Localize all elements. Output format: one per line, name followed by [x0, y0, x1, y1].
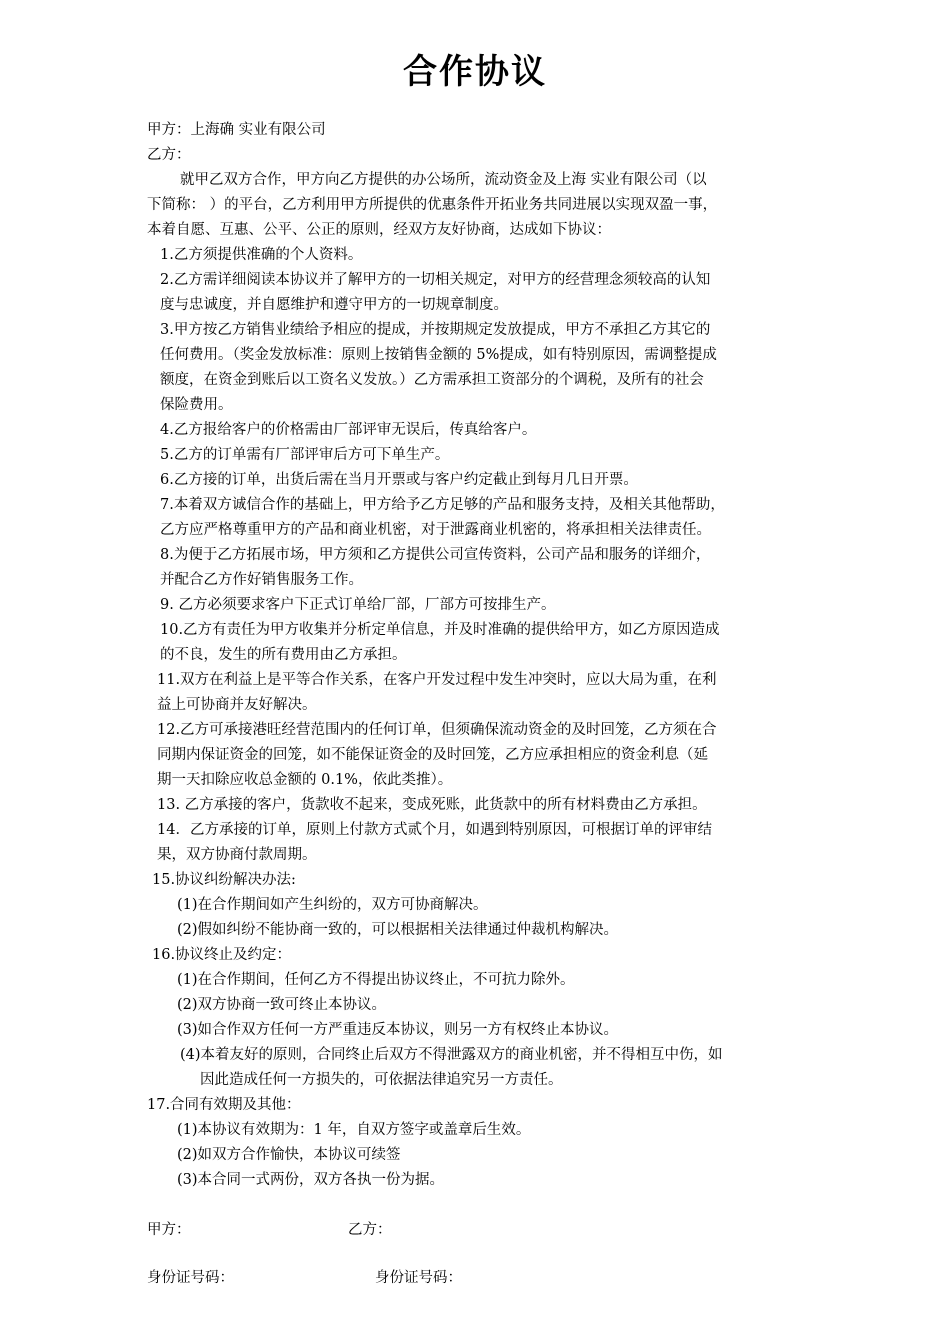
clause-line: (2)双方协商一致可终止本协议。	[177, 997, 387, 1013]
signature-party-b: 乙方：	[348, 1222, 392, 1238]
clause-line: 11.双方在利益上是平等合作关系，在客户开发过程中发生冲突时，应以大局为重，在利	[157, 672, 717, 688]
party-a-line: 甲方：上海确 实业有限公司	[147, 122, 326, 138]
clause-line: 同期内保证资金的回笼，如不能保证资金的及时回笼，乙方应承担相应的资金利息（延	[157, 747, 708, 763]
id-number-a: 身份证号码：	[147, 1270, 234, 1286]
intro-line: 本着自愿、互惠、公平、公正的原则，经双方友好协商，达成如下协议：	[147, 222, 611, 238]
clause-line: (1)在合作期间，任何乙方不得提出协议终止，不可抗力除外。	[177, 972, 575, 988]
intro-line: 就甲乙双方合作，甲方向乙方提供的办公场所，流动资金及上海 实业有限公司（以	[180, 172, 707, 188]
clause-line: 任何费用。（奖金发放标准：原则上按销售金额的 5%提成，如有特别原因，需调整提成	[160, 347, 717, 363]
clause-line: (4)本着友好的原则，合同终止后双方不得泄露双方的商业机密，并不得相互中伤，如	[180, 1047, 723, 1063]
clause-line: 16.协议终止及约定：	[152, 947, 292, 963]
clause-line: 益上可协商并友好解决。	[157, 697, 317, 713]
clause-line: 9. 乙方必须要求客户下正式订单给厂部，厂部方可按排生产。	[160, 597, 556, 613]
clause-line: 4.乙方报给客户的价格需由厂部评审无误后，传真给客户。	[160, 422, 537, 438]
clause-line: 的不良，发生的所有费用由乙方承担。	[160, 647, 407, 663]
clause-line: 保险费用。	[160, 397, 233, 413]
clause-line: 10.乙方有责任为甲方收集并分析定单信息，并及时准确的提供给甲方，如乙方原因造成	[160, 622, 720, 638]
clause-line: 12.乙方可承接港旺经营范围内的任何订单，但须确保流动资金的及时回笼，乙方须在合	[157, 722, 717, 738]
clause-line: 8.为便于乙方拓展市场，甲方须和乙方提供公司宣传资料，公司产品和服务的详细介，	[160, 547, 711, 563]
clause-line: 因此造成任何一方损失的，可依据法律追究另一方责任。	[200, 1072, 563, 1088]
clause-line: 7.本着双方诚信合作的基础上，甲方给予乙方足够的产品和服务支持，及相关其他帮助，	[160, 497, 725, 513]
clause-line: 期一天扣除应收总金额的 0.1%，依此类推）。	[157, 772, 453, 788]
clause-line: 1.乙方须提供准确的个人资料。	[160, 247, 363, 263]
clause-line: 2.乙方需详细阅读本协议并了解甲方的一切相关规定，对甲方的经营理念须较高的认知	[160, 272, 711, 288]
clause-line: 5.乙方的订单需有厂部评审后方可下单生产。	[160, 447, 450, 463]
clause-line: 果，双方协商付款周期。	[157, 847, 317, 863]
clause-line: (3)如合作双方任何一方严重违反本协议，则另一方有权终止本协议。	[177, 1022, 619, 1038]
clause-line: 额度，在资金到账后以工资名义发放。）乙方需承担工资部分的个调税，及所有的社会	[160, 372, 704, 388]
clause-line: 6.乙方接的订单，出货后需在当月开票或与客户约定截止到每月几日开票。	[160, 472, 638, 488]
party-b-line: 乙方：	[147, 147, 191, 163]
intro-line: 下简称： ）的平台，乙方利用甲方所提供的优惠条件开拓业务共同进展以实现双盈一事，	[147, 197, 718, 213]
signature-party-a: 甲方：	[147, 1222, 191, 1238]
clause-line: 并配合乙方作好销售服务工作。	[160, 572, 363, 588]
clause-line: (2)如双方合作愉快，本协议可续签	[177, 1147, 401, 1163]
clause-line: 乙方应严格尊重甲方的产品和商业机密，对于泄露商业机密的，将承担相关法律责任。	[160, 522, 711, 538]
document-title: 合作协议	[403, 52, 547, 92]
clause-line: (3)本合同一式两份，双方各执一份为据。	[177, 1172, 445, 1188]
clause-line: 度与忠诚度，并自愿维护和遵守甲方的一切规章制度。	[160, 297, 508, 313]
clause-line: 15.协议纠纷解决办法:	[152, 872, 296, 888]
clause-line: 17.合同有效期及其他：	[147, 1097, 301, 1113]
clause-line: 3.甲方按乙方销售业绩给予相应的提成，并按期规定发放提成，甲方不承担乙方其它的	[160, 322, 711, 338]
clause-line: 14．乙方承接的订单，原则上付款方式贰个月，如遇到特别原因，可根据订单的评审结	[157, 822, 712, 838]
clause-line: 13. 乙方承接的客户，货款收不起来，变成死账，此货款中的所有材料费由乙方承担。	[157, 797, 707, 813]
id-number-b: 身份证号码：	[375, 1270, 462, 1286]
clause-line: (1)在合作期间如产生纠纷的，双方可协商解决。	[177, 897, 488, 913]
clause-line: (1)本协议有效期为：1 年，自双方签字或盖章后生效。	[177, 1122, 531, 1138]
clause-line: (2)假如纠纷不能协商一致的，可以根据相关法律通过仲裁机构解决。	[177, 922, 619, 938]
